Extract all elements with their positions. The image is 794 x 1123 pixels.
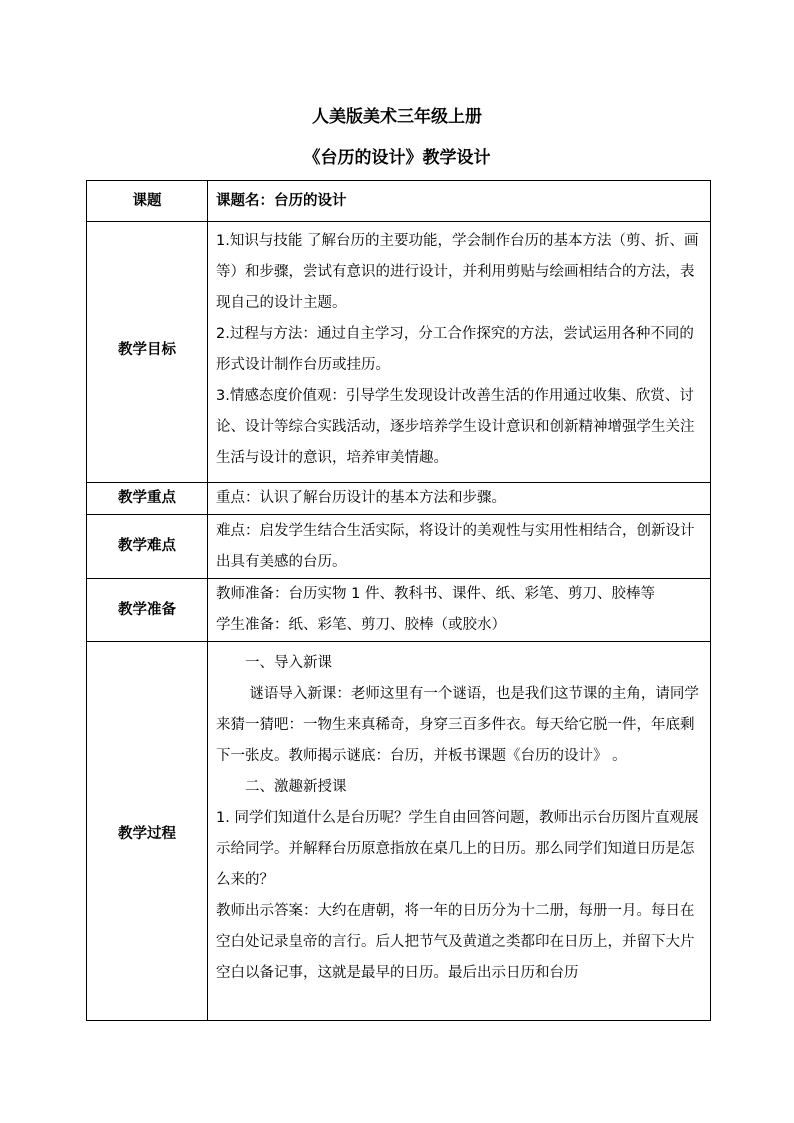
- section-paragraph: 教师出示答案：大约在唐朝，将一年的日历分为十二册，每册一月。每日在空白处记录皇帝的言行。后人把节气及黄道之类都印在日历上，并留下大片空白以备记事，这就是最早的日历。最后出示日历和台历: [216, 903, 695, 981]
- document-subtitle: 《台历的设计》教学设计: [303, 148, 491, 168]
- row-label-goals: 教学目标: [87, 222, 208, 483]
- process-content: [208, 642, 711, 1021]
- goal-item: 1.知识与技能 了解台历的主要功能，学会制作台历的基本方法（剪、折、画等）和步骤，尝试有意识的进行设计，并利用剪贴与绘画相结合的方法，表现自己的设计主题。: [216, 233, 699, 311]
- teacher-preparation: 教师准备：台历实物 1 件、教科书、课件、纸、彩笔、剪刀、胶棒等: [216, 586, 655, 602]
- preparation-content: [208, 579, 711, 642]
- row-label-process: 教学过程: [87, 642, 208, 1021]
- row-label-preparation: 教学准备: [87, 579, 208, 642]
- lesson-plan-table: [86, 180, 711, 1021]
- section-paragraph: 1. 同学们知道什么是台历呢？学生自由回答问题，教师出示台历图片直观展示给同学。并解释台历原意指放在桌几上的日历。那么同学们知道日历是怎么来的？: [216, 810, 699, 888]
- table-row-goals: [87, 222, 711, 483]
- document-title: 人美版美术三年级上册: [312, 107, 482, 127]
- goal-item: 2.过程与方法：通过自主学习，分工合作探究的方法，尝试运用各种不同的形式设计制作台历或挂历。: [216, 326, 694, 373]
- section-heading: 二、激趣新授课: [245, 779, 347, 795]
- goals-content: [208, 222, 711, 483]
- goal-item: 3.情感态度价值观：引导学生发现设计改善生活的作用通过收集、欣赏、讨论、设计等综合实践活动，逐步培养学生设计意识和创新精神增强学生关注生活与设计的意识，培养审美情趣。: [216, 388, 695, 466]
- section-paragraph: 谜语导入新课：老师这里有一个谜语，也是我们这节课的主角，请同学来猜一猜吧：一物生来真稀奇，身穿三百多件衣。每天给它脱一件，年底剩下一张皮。教师揭示谜底：台历，并板书课题《台历的设计》 。: [216, 686, 699, 764]
- keypoint-value: 重点：认识了解台历设计的基本方法和步骤。: [208, 483, 711, 515]
- table-row-preparation: [87, 579, 711, 642]
- row-label-keypoint: 教学重点: [87, 483, 208, 515]
- table-row-keypoint: [87, 483, 711, 515]
- student-preparation: 学生准备：纸、彩笔、剪刀、胶棒（或胶水）: [216, 617, 506, 633]
- row-label-topic: 课题: [87, 181, 208, 222]
- table-row-process: [87, 642, 711, 1021]
- section-heading: 一、导入新课: [245, 655, 332, 671]
- table-row-topic: [87, 181, 711, 222]
- table-row-difficulty: [87, 515, 711, 579]
- difficulty-value: 难点：启发学生结合生活实际，将设计的美观性与实用性相结合，创新设计出具有美感的台历。: [208, 515, 711, 579]
- row-label-difficulty: 教学难点: [87, 515, 208, 579]
- topic-value: 课题名：台历的设计: [208, 181, 711, 222]
